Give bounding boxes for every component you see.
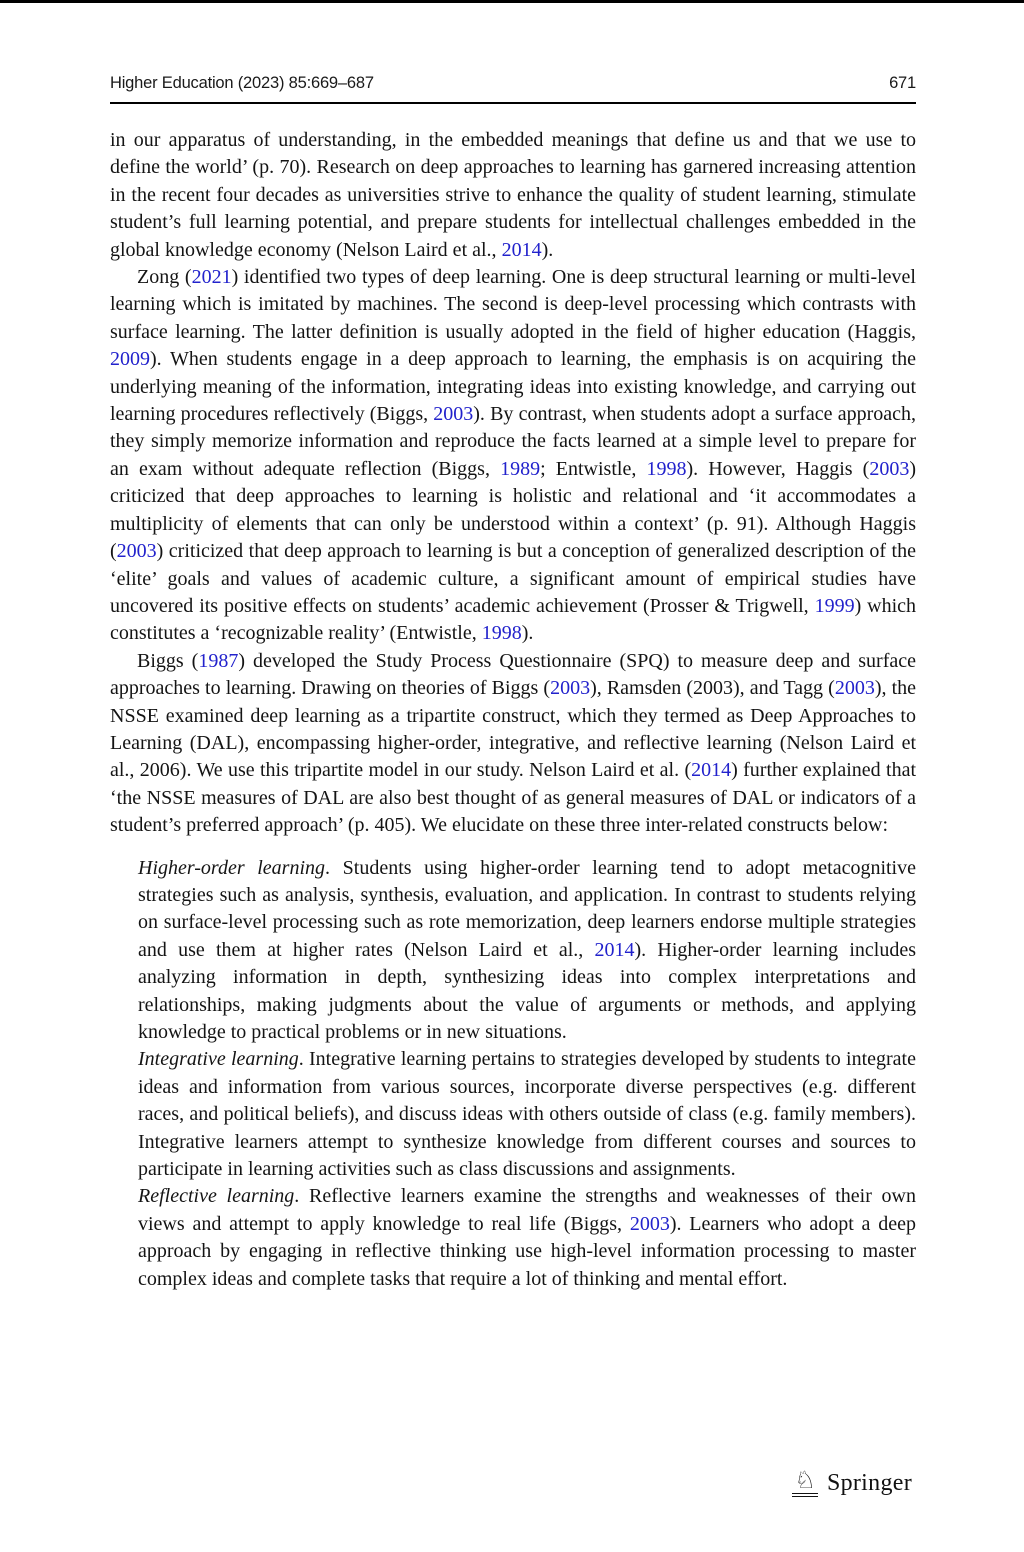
page-edge-strip <box>0 0 1024 3</box>
body-text: ). Learners who adopt a deep approach by engaging in reflective thinking use high-level information processing to master complex ideas and complete tasks that require a lot of thinking and mental effort. <box>138 1212 916 1290</box>
body-text: . Integrative learning pertains to strategies developed by students to integrate ideas and information from various sources, incorporate diverse perspectives (e.g. different races, and political beliefs), and discuss ideas with others outside of class (e.g. family members). Integrative learners attempt to synthesize knowledge from different courses and sources to participate in learning activities such as class discussions and assignments. <box>138 1048 916 1181</box>
body-text: . Students using higher-order learning tend to adopt metacognitive strategies such as analysis, synthesis, evaluation, and application. In contrast to students relying on surface-level processing such as rote memorization, deep learners endorse multiple strategies and use them at higher rates (Nelson Laird et al., <box>138 856 916 961</box>
citation-link[interactable]: 2009 <box>110 348 150 371</box>
header-rule <box>110 102 916 104</box>
body-text: ) criticized that deep approach to learning is but a conception of generalized description of the ‘elite’ goals and values of academic culture, a significant amount of empirical studies have uncovered its positive effects on students’ academic achievement (Prosser & Trigwell, <box>110 540 916 617</box>
page-header <box>110 74 916 93</box>
citation-link[interactable]: 1998 <box>481 622 522 645</box>
body-text: Biggs ( <box>137 649 199 672</box>
citation-link[interactable]: 2003 <box>629 1212 670 1235</box>
citation-link[interactable]: 2003 <box>869 457 910 480</box>
springer-knight-icon: ♘ <box>792 1468 818 1497</box>
body-text: in our apparatus of understanding, in the embedded meanings that define us and that we use to define the world’ (p. 70). Research on deep approaches to learning has garnered increasing attention in the recent four decades as universities strive to enhance the quality of student learning, stimulate student’s full learning potential, and prepare students for intellectual challenges embedded in the global knowledge economy (Nelson Laird et al., <box>110 129 916 261</box>
citation-link[interactable]: 2014 <box>594 938 635 961</box>
publisher-footer <box>792 1468 912 1497</box>
body-text: ). When students engage in a deep approach to learning, the emphasis is on acquiring the underlying meaning of the information, integrating ideas into existing knowledge, and carrying out learning procedures reflectively (Biggs, <box>110 348 916 426</box>
body-text: ) criticized that deep approaches to learning is holistic and relational and ‘it accommodates a multiplicity of elements that can only be understood within a context’ (p. 91). Although Haggis ( <box>110 457 916 563</box>
citation-link[interactable]: 2003 <box>116 540 157 563</box>
term-lead-in: Higher-order learning <box>138 856 326 879</box>
body-text: ), the NSSE examined deep learning as a tripartite construct, which they termed as Deep Approaches to Learning (DAL), encompassing higher-order, integrative, and reflective learning (Nelson Laird et al., 2006). We use this tripartite model in our study. Nelson Laird et al. ( <box>110 677 916 782</box>
citation-link[interactable]: 2021 <box>191 266 232 289</box>
definition-reflective-learning <box>138 1183 916 1293</box>
citation-link[interactable]: 2003 <box>834 677 875 700</box>
citation-link[interactable]: 1998 <box>646 457 687 480</box>
body-text: ) further explained that ‘the NSSE measures of DAL are also best thought of as general measures of DAL or indicators of a student’s preferred approach’ (p. 405). We elucidate on these three inter-related constructs below: <box>110 759 917 837</box>
definition-blocks <box>138 855 916 1294</box>
body-text: ) developed the Study Process Questionnaire (SPQ) to measure deep and surface approaches to learning. Drawing on theories of Biggs ( <box>110 649 916 700</box>
body-text: . Reflective learners examine the strengths and weaknesses of their own views and attempt to apply knowledge to real life (Biggs, <box>138 1185 916 1235</box>
body-text: ). Higher-order learning includes analyzing information in depth, synthesizing ideas into complex interpretations and relationships, making judgments about the value of arguments or methods, and applying knowledge to practical problems or in new situations. <box>138 938 916 1043</box>
page-number: 671 <box>889 74 916 92</box>
article-body <box>110 127 916 1293</box>
citation-link[interactable]: 2003 <box>433 403 474 426</box>
citation-link[interactable]: 2003 <box>550 677 591 700</box>
journal-reference: Higher Education (2023) 85:669–687 <box>110 74 374 92</box>
term-lead-in: Reflective learning <box>138 1185 295 1208</box>
citation-link[interactable]: 2014 <box>501 238 542 261</box>
body-text: ), Ramsden (2003), and Tagg ( <box>590 677 835 700</box>
citation-link[interactable]: 2014 <box>691 759 732 782</box>
definition-higher-order-learning <box>138 855 916 1047</box>
paragraph-continuation <box>110 127 916 264</box>
body-text: ). However, Haggis ( <box>686 457 870 480</box>
body-text: ). <box>541 238 554 261</box>
paragraph <box>110 648 916 840</box>
body-text: ). By contrast, when students adopt a surface approach, they simply memorize information and reproduce the facts learned at a simple level to prepare for an exam without adequate reflection (Biggs, <box>110 403 916 480</box>
body-text: Zong ( <box>137 266 192 289</box>
publisher-name: Springer <box>826 1470 912 1496</box>
citation-link[interactable]: 1989 <box>500 457 541 480</box>
paragraph <box>110 264 916 648</box>
body-text: ). <box>521 622 534 645</box>
citation-link[interactable]: 1999 <box>814 594 855 617</box>
body-text: ) identified two types of deep learning. One is deep structural learning or multi-level learning which is imitated by machines. The second is deep-level processing which contrasts with surface learning. The latter definition is usually adopted in the field of higher education (Haggis, <box>110 266 916 343</box>
citation-link[interactable]: 1987 <box>198 649 239 672</box>
body-text: ) which constitutes a ‘recognizable reality’ (Entwistle, <box>110 594 917 645</box>
body-text: ; Entwistle, <box>540 457 647 480</box>
term-lead-in: Integrative learning <box>138 1048 299 1071</box>
definition-integrative-learning <box>138 1046 916 1183</box>
